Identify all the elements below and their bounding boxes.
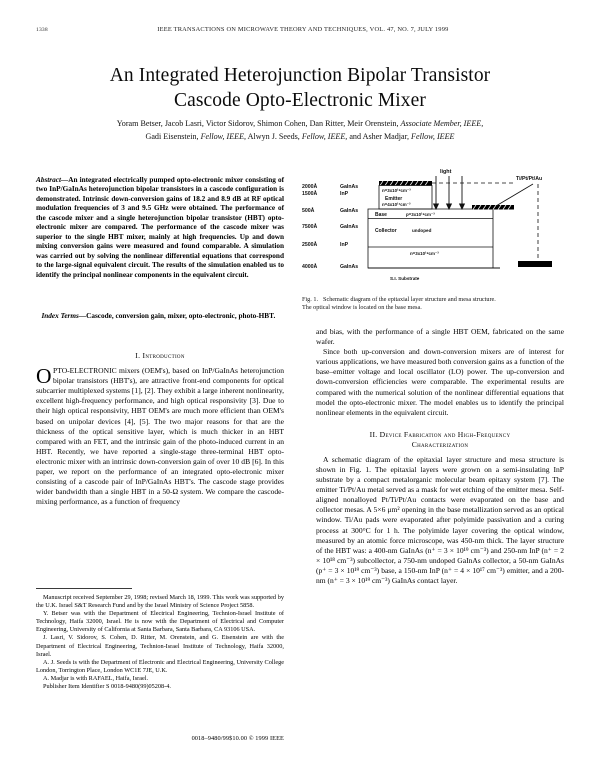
journal-title: IEEE TRANSACTIONS ON MICROWAVE THEORY AND TECHNIQUES, VOL. 47, NO. 7, JULY 1999 bbox=[157, 26, 449, 33]
fig-thickness-0: 2000Å bbox=[302, 184, 318, 190]
footnote-affiliation-2: J. Lasri, V. Sidorov, S. Cohen, D. Ritter, M. Orenstein, and G. Eisenstein are with the Department of Electrical Engineering, Technion-Israel Institute of Technology, Haifa 32000, Israel. bbox=[36, 634, 284, 658]
section-heading-fabrication-line-1: II. Device Fabrication and High-Frequency bbox=[369, 429, 511, 439]
fig-thickness-3: 7500Å bbox=[302, 224, 318, 230]
abstract bbox=[36, 176, 284, 280]
fig-emitter-label: Emitter bbox=[385, 196, 403, 202]
right-paragraph-3: A schematic diagram of the epitaxial layer structure and mesa structure is shown in Fig. 1. The epitaxial layers were grown on a semi-insulating InP substrate by a compact metalorganic molecular beam epitaxy system [7]. The emitter Ti/Pt/Au metal served as a mask for wet etching of the emitter mesa. Self-aligned nonalloyed Pt/Ti/Pt/Au contacts were evaporated on the base and collector mesas. A 5×6 μm² opening in the base metallization served as an optical window. Ti/Au pads were evaporated after polyimide passivation and a curing process at 300°C for 1 h. The polyimide layer covering the optical window, measured by an atomic force microscope, was 450-nm thick. The layer structure of the HBT was: a 400-nm GaInAs (n⁺ = 3 × 10¹⁹ cm⁻³) and 250-nm InP (n⁺ = 2 × 10¹⁸ cm⁻³) subcollector, a 750-nm undoped GaInAs collector, a 50-nm GaInAs (p⁺ = 3 × 10¹⁹ cm⁻³) base, a 150-nm InP (n⁺ = 4 × 10¹⁷ cm⁻³) emitter, and a 200-nm (n⁺ = 3 × 10¹⁹ cm⁻³) GaInAs contact layer. bbox=[316, 454, 564, 585]
author-list bbox=[44, 118, 556, 143]
fig-material-0: GaInAs bbox=[340, 184, 359, 190]
footnote-manuscript: Manuscript received September 29, 1998; revised March 18, 1999. This work was supported by the U.K. Israel S&T Research Fund and by the Israel Ministry of Science Project 5858. bbox=[36, 594, 284, 610]
fig-thickness-4: 2500Å bbox=[302, 242, 318, 248]
authors-line-2c: Alwyn J. Seeds, bbox=[246, 131, 302, 141]
figure-1-caption-line-1: Schematic diagram of the epitaxial layer structure and mesa structure. bbox=[323, 296, 496, 303]
figure-1-schematic bbox=[300, 160, 568, 288]
fig-metal-leaders bbox=[432, 183, 538, 259]
fig-material-1: InP bbox=[340, 191, 349, 197]
figure-1-caption-line-2: The optical window is located on the base mesa. bbox=[302, 303, 422, 311]
fig-material-5: GaInAs bbox=[340, 264, 359, 270]
fig-collector-label: Collector bbox=[375, 228, 397, 234]
fig-material-4: InP bbox=[340, 242, 349, 248]
fig-base-label: Base bbox=[375, 212, 387, 218]
fig-base-doping: p=3x10¹⁹cm⁻³ bbox=[406, 212, 435, 217]
page-title bbox=[58, 63, 542, 113]
fig-material-2: GaInAs bbox=[340, 208, 359, 214]
footnote-affiliation-4: A. Madjar is with RAFAEL, Haifa, Israel. bbox=[43, 674, 149, 682]
footnotes bbox=[36, 594, 284, 691]
figure-1-label: Fig. 1. bbox=[302, 296, 318, 303]
figure-1 bbox=[300, 160, 568, 288]
fig-substrate-label: S.I. Substrate bbox=[390, 276, 420, 281]
author-membership-4: Fellow, IEEE bbox=[411, 131, 455, 141]
fig-thickness-1: 1500Å bbox=[302, 191, 318, 197]
abstract-body: An integrated electrically pumped opto-electronic mixer consisting of two InP/GaInAs heterojunction bipolar transistors in a cascode configuration is demonstrated. Intrinsic down-conversion gains of 18.2 and 8.9 dB at RF optical modulation frequencies of 3 and 9.5 GHz were obtained. The performance of the cascode mixer and a single heterojunction bipolar transistor (HBT) opto-electronic mixer are compared. The performance of the cascode mixer was superior to the single HBT mixer, mainly at high frequencies. Up and down mixing conversion gains were measured and found comparable. A simulation was carried out by solving the nonlinear differential equations that correspond to the large-signal equivalent circuit. The results of the simulation enabled us to identify the principal nonlinear components in the equivalent circuit. bbox=[36, 176, 284, 279]
author-membership-3: Fellow, IEEE, bbox=[301, 131, 348, 141]
abstract-label: Abstract— bbox=[36, 176, 69, 184]
fig-thickness-5: 4000Å bbox=[302, 264, 318, 270]
right-column bbox=[316, 327, 564, 586]
authors-line-2a: Gadi Eisenstein, bbox=[145, 131, 201, 141]
title-line-1: An Integrated Heterojunction Bipolar Transistor bbox=[109, 65, 491, 87]
author-membership-1: Associate Member, IEEE, bbox=[400, 119, 484, 128]
fig-subcollector-doping: n=3x10¹⁹cm⁻³ bbox=[410, 251, 439, 256]
fig-collector-metal bbox=[518, 261, 552, 267]
fig-metal-leader-base bbox=[496, 184, 533, 206]
fig-collector-doping: undoped bbox=[412, 228, 432, 233]
running-head bbox=[36, 26, 564, 33]
authors-line-2e: and Asher Madjar, bbox=[347, 131, 412, 141]
fig-material-3: GaInAs bbox=[340, 224, 359, 230]
figure-1-caption bbox=[302, 296, 566, 311]
left-column bbox=[36, 351, 284, 507]
drop-cap: O bbox=[36, 364, 52, 389]
right-paragraph-2: Since both up-conversion and down-conversion mixers are of interest for various applications, we have measured both conversion gains as a function of the base–emitter voltage and local oscillator (LO) power. The up-conversion and down-conversion efficiencies were comparable. The experimental results are compared with the numerical solution of the nonlinear differential equations that model the opto-electronic mixer. The model enables us to identify the principal nonlinear elements in the equivalent circuit. bbox=[316, 347, 564, 417]
title-line-2: Cascode Opto-Electronic Mixer bbox=[174, 90, 426, 112]
fig-light-arrows bbox=[434, 176, 465, 209]
fig-light-label: light bbox=[440, 169, 452, 175]
issn-left: 0018–9480/99$10.00 © 1999 IEEE bbox=[191, 735, 284, 742]
footnote-publisher-id: Publisher Item Identifier S 0018-9480(99)05208-4. bbox=[43, 683, 171, 691]
index-terms-label: Index Terms— bbox=[41, 312, 87, 320]
index-terms-body: Cascode, conversion gain, mixer, opto-electronic, photo-HBT. bbox=[86, 312, 276, 320]
page-folio: 1338 bbox=[36, 27, 48, 33]
intro-smallcaps-lead: PTO-ELECTRONIC bbox=[53, 366, 117, 376]
footnote-rule bbox=[36, 588, 132, 589]
section-heading-fabrication-line-2: Characterization bbox=[411, 439, 469, 449]
footnote-affiliation-1: Y. Betser was with the Department of Electrical Engineering, Technion-Israel Institute of Technology, Haifa 32000, Israel. He is now with the Department of Electrical and Computer Engineering, University of California at Santa Barbara, Santa Barbara, CA 93106 USA. bbox=[36, 610, 284, 634]
index-terms bbox=[36, 312, 284, 321]
author-membership-2: Fellow, IEEE, bbox=[200, 131, 247, 141]
fig-thickness-2: 500Å bbox=[302, 208, 315, 214]
intro-body: mixers (OEM's), based on InP/GaInAs heterojunction bipolar transistors (HBT's), are attractive front-end components for optical subcarrier multiplexed systems [1], [2]. They exhibit a large inherent nonlinearity, excellent high-frequency performance, and high optical responsivity [3]. Due to their high optical responsivity, HBT OEM's are much more efficient than OEM's based on unipolar devices [4], [5]. The two major reasons for that are the thickness of the optical sensitive layer, which is much thicker in an HBT compared with an FET, and the intrinsic gain of the photo-induced current in an HBT. Recently, we have reported a single-stage three-terminal HBT opto-electronic mixer with an intrinsic down-conversion gain of over 10 dB [6]. In this paper, we report on the performance of an integrated opto-electronic mixer consisting of a cascode pair of InP/GaInAs HBT's. The cascode stage provides wider bandwidth than a single HBT in a 50-Ω system. We compare the cascode-mixing performance, as a function of frequency bbox=[36, 366, 284, 507]
section-heading-fabrication bbox=[316, 430, 564, 450]
section-heading-introduction: I. Introduction bbox=[135, 351, 185, 360]
intro-paragraph bbox=[36, 366, 284, 507]
fig-metal-label: Ti/Pt/Pt/Au bbox=[516, 176, 543, 182]
authors-line-1: Yoram Betser, Jacob Lasri, Victor Sidorov, Shimon Cohen, Dan Ritter, Meir Orenstein, bbox=[116, 119, 401, 128]
footnote-affiliation-3: A. J. Seeds is with the Department of Electronic and Electrical Engineering, University College London, Torrington Place, London WC1E 7JE, U.K. bbox=[36, 658, 284, 674]
right-paragraph-1: and bias, with the performance of a single HBT OEM, fabricated on the same wafer. bbox=[316, 327, 564, 347]
fig-emitter-doping: n=4x10¹⁷cm⁻³ bbox=[382, 202, 411, 207]
fig-emitter-contact-doping: n=3x10¹⁹cm⁻³ bbox=[382, 188, 411, 193]
